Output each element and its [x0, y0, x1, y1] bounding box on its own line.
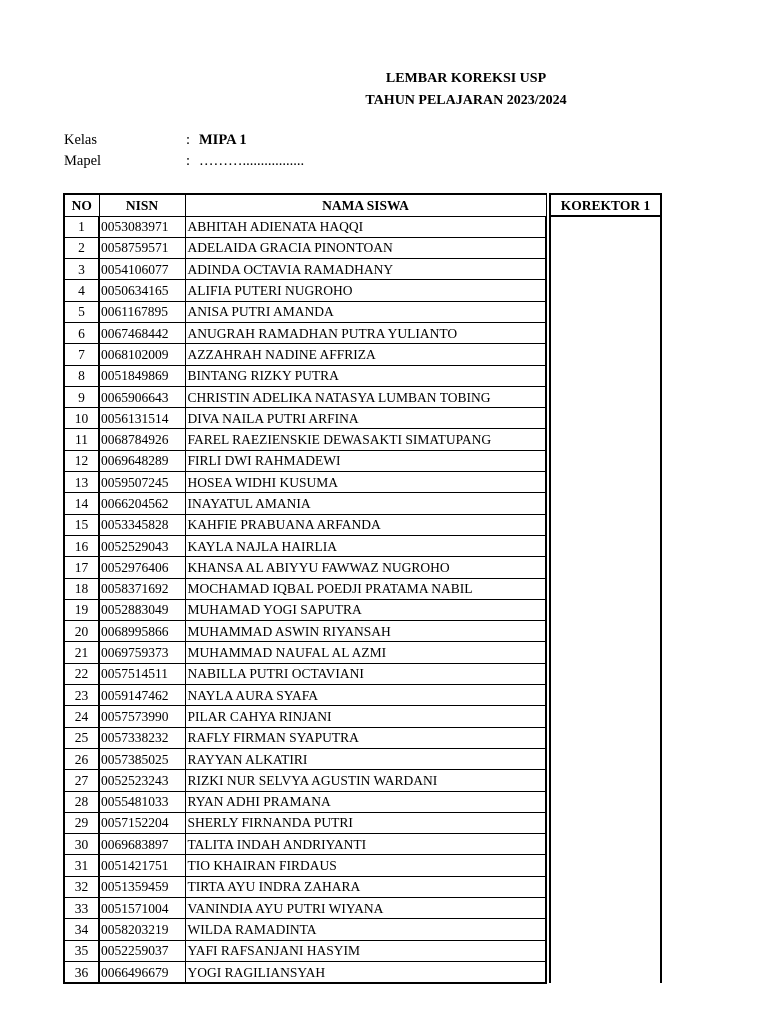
row-gap [546, 280, 550, 301]
row-name: ALIFIA PUTERI NUGROHO [185, 280, 546, 301]
row-no: 6 [64, 322, 99, 343]
row-name: TIO KHAIRAN FIRDAUS [185, 855, 546, 876]
row-nisn: 0057514511 [99, 663, 185, 684]
row-no: 18 [64, 578, 99, 599]
row-no: 28 [64, 791, 99, 812]
row-no: 8 [64, 365, 99, 386]
row-name: HOSEA WIDHI KUSUMA [185, 472, 546, 493]
row-name: MUHAMMAD NAUFAL AL AZMI [185, 642, 546, 663]
row-name: WILDA RAMADINTA [185, 919, 546, 940]
row-no: 31 [64, 855, 99, 876]
row-nisn: 0051849869 [99, 365, 185, 386]
row-no: 30 [64, 834, 99, 855]
row-name: KAYLA NAJLA HAIRLIA [185, 535, 546, 556]
row-no: 12 [64, 450, 99, 471]
row-gap [546, 748, 550, 769]
row-nisn: 0053083971 [99, 216, 185, 237]
row-nisn: 0055481033 [99, 791, 185, 812]
row-nisn: 0050634165 [99, 280, 185, 301]
row-nisn: 0052976406 [99, 557, 185, 578]
row-name: KHANSA AL ABIYYU FAWWAZ NUGROHO [185, 557, 546, 578]
row-name: MUHAMAD YOGI SAPUTRA [185, 599, 546, 620]
row-name: NABILLA PUTRI OCTAVIANI [185, 663, 546, 684]
row-gap [546, 898, 550, 919]
row-no: 15 [64, 514, 99, 535]
row-name: ADINDA OCTAVIA RAMADHANY [185, 259, 546, 280]
row-nisn: 0069648289 [99, 450, 185, 471]
row-name: RYAN ADHI PRAMANA [185, 791, 546, 812]
row-no: 36 [64, 961, 99, 983]
row-name: ANUGRAH RAMADHAN PUTRA YULIANTO [185, 322, 546, 343]
row-name: RAYYAN ALKATIRI [185, 748, 546, 769]
row-no: 34 [64, 919, 99, 940]
row-gap [546, 727, 550, 748]
row-name: RAFLY FIRMAN SYAPUTRA [185, 727, 546, 748]
row-gap [546, 791, 550, 812]
mapel-value: ………................. [199, 153, 305, 169]
kelas-value: MIPA 1 [199, 132, 247, 148]
row-gap [546, 834, 550, 855]
row-gap [546, 855, 550, 876]
row-nisn: 0068995866 [99, 621, 185, 642]
row-nisn: 0057152204 [99, 812, 185, 833]
row-nisn: 0052259037 [99, 940, 185, 961]
row-gap [546, 301, 550, 322]
row-gap [546, 770, 550, 791]
row-gap [546, 365, 550, 386]
row-name: ABHITAH ADIENATA HAQQI [185, 216, 546, 237]
row-name: NAYLA AURA SYAFA [185, 685, 546, 706]
row-gap [546, 429, 550, 450]
row-name: RIZKI NUR SELVYA AGUSTIN WARDANI [185, 770, 546, 791]
row-nisn: 0058759571 [99, 237, 185, 258]
row-gap [546, 578, 550, 599]
row-nisn: 0057385025 [99, 748, 185, 769]
row-no: 25 [64, 727, 99, 748]
row-name: ANISA PUTRI AMANDA [185, 301, 546, 322]
row-no: 23 [64, 685, 99, 706]
row-gap [546, 322, 550, 343]
row-nisn: 0061167895 [99, 301, 185, 322]
table-header-row [64, 194, 661, 216]
row-nisn: 0065906643 [99, 386, 185, 407]
row-no: 10 [64, 408, 99, 429]
row-gap [546, 259, 550, 280]
row-name: INAYATUL AMANIA [185, 493, 546, 514]
row-name: ADELAIDA GRACIA PINONTOAN [185, 237, 546, 258]
row-no: 29 [64, 812, 99, 833]
row-name: CHRISTIN ADELIKA NATASYA LUMBAN TOBING [185, 386, 546, 407]
row-gap [546, 812, 550, 833]
row-no: 26 [64, 748, 99, 769]
row-nisn: 0057573990 [99, 706, 185, 727]
header-name: NAMA SISWA [185, 194, 546, 216]
row-nisn: 0052529043 [99, 535, 185, 556]
row-no: 5 [64, 301, 99, 322]
row-no: 20 [64, 621, 99, 642]
row-nisn: 0059507245 [99, 472, 185, 493]
row-nisn: 0068102009 [99, 344, 185, 365]
row-gap [546, 535, 550, 556]
kelas-colon: : [186, 132, 191, 148]
header-korektor: KOREKTOR 1 [550, 194, 661, 216]
row-no: 4 [64, 280, 99, 301]
row-no: 22 [64, 663, 99, 684]
table-row [64, 216, 661, 237]
row-no: 24 [64, 706, 99, 727]
row-no: 16 [64, 535, 99, 556]
row-no: 19 [64, 599, 99, 620]
row-gap [546, 621, 550, 642]
row-nisn: 0058203219 [99, 919, 185, 940]
document-subtitle: TAHUN PELAJARAN 2023/2024 [365, 93, 567, 108]
row-nisn: 0066204562 [99, 493, 185, 514]
row-nisn: 0052523243 [99, 770, 185, 791]
row-no: 7 [64, 344, 99, 365]
row-name: BINTANG RIZKY PUTRA [185, 365, 546, 386]
row-name: MUHAMMAD ASWIN RIYANSAH [185, 621, 546, 642]
row-gap [546, 599, 550, 620]
row-no: 9 [64, 386, 99, 407]
row-nisn: 0066496679 [99, 961, 185, 983]
row-no: 27 [64, 770, 99, 791]
student-table [63, 193, 662, 984]
row-name: YOGI RAGILIANSYAH [185, 961, 546, 983]
row-no: 2 [64, 237, 99, 258]
row-name: DIVA NAILA PUTRI ARFINA [185, 408, 546, 429]
header-nisn: NISN [99, 194, 185, 216]
row-gap [546, 408, 550, 429]
row-gap [546, 876, 550, 897]
row-gap [546, 642, 550, 663]
row-nisn: 0051571004 [99, 898, 185, 919]
row-name: FIRLI DWI RAHMADEWI [185, 450, 546, 471]
mapel-colon: : [186, 153, 191, 169]
row-no: 21 [64, 642, 99, 663]
row-no: 1 [64, 216, 99, 237]
row-no: 35 [64, 940, 99, 961]
row-name: TALITA INDAH ANDRIYANTI [185, 834, 546, 855]
document-title: LEMBAR KOREKSI USP [385, 71, 547, 86]
row-name: PILAR CAHYA RINJANI [185, 706, 546, 727]
row-nisn: 0056131514 [99, 408, 185, 429]
row-no: 13 [64, 472, 99, 493]
row-nisn: 0069759373 [99, 642, 185, 663]
row-name: SHERLY FIRNANDA PUTRI [185, 812, 546, 833]
header-no: NO [64, 194, 99, 216]
row-gap [546, 919, 550, 940]
row-nisn: 0067468442 [99, 322, 185, 343]
row-name: VANINDIA AYU PUTRI WIYANA [185, 898, 546, 919]
row-no: 3 [64, 259, 99, 280]
row-nisn: 0059147462 [99, 685, 185, 706]
row-nisn: 0051359459 [99, 876, 185, 897]
row-nisn: 0053345828 [99, 514, 185, 535]
row-no: 14 [64, 493, 99, 514]
row-name: YAFI RAFSANJANI HASYIM [185, 940, 546, 961]
row-no: 32 [64, 876, 99, 897]
row-name: TIRTA AYU INDRA ZAHARA [185, 876, 546, 897]
kelas-label: Kelas [64, 132, 98, 148]
row-nisn: 0069683897 [99, 834, 185, 855]
row-gap [546, 344, 550, 365]
row-gap [546, 685, 550, 706]
table-body [64, 216, 661, 983]
row-gap [546, 237, 550, 258]
korektor-score-cell[interactable] [550, 216, 661, 983]
row-nisn: 0051421751 [99, 855, 185, 876]
row-no: 17 [64, 557, 99, 578]
row-nisn: 0058371692 [99, 578, 185, 599]
row-nisn: 0057338232 [99, 727, 185, 748]
row-gap [546, 450, 550, 471]
row-nisn: 0052883049 [99, 599, 185, 620]
row-gap [546, 940, 550, 961]
row-gap [546, 514, 550, 535]
row-no: 33 [64, 898, 99, 919]
row-gap [546, 663, 550, 684]
row-gap [546, 386, 550, 407]
row-gap [546, 493, 550, 514]
row-nisn: 0054106077 [99, 259, 185, 280]
row-gap [546, 706, 550, 727]
row-nisn: 0068784926 [99, 429, 185, 450]
mapel-label: Mapel [64, 153, 102, 169]
row-gap [546, 557, 550, 578]
row-name: KAHFIE PRABUANA ARFANDA [185, 514, 546, 535]
row-gap [546, 472, 550, 493]
row-name: AZZAHRAH NADINE AFFRIZA [185, 344, 546, 365]
row-name: FAREL RAEZIENSKIE DEWASAKTI SIMATUPANG [185, 429, 546, 450]
row-no: 11 [64, 429, 99, 450]
row-name: MOCHAMAD IQBAL POEDJI PRATAMA NABIL [185, 578, 546, 599]
row-gap [546, 961, 550, 983]
